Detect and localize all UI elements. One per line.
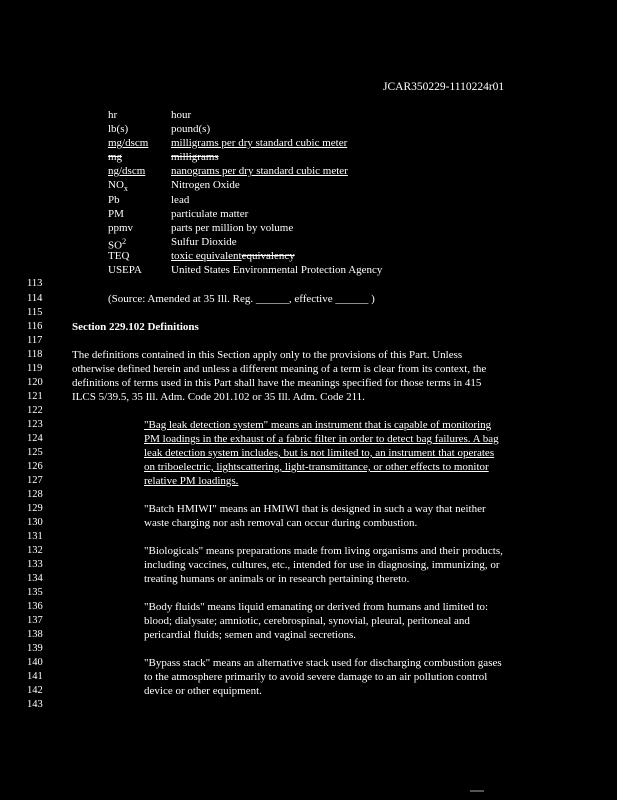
line-number: 121 xyxy=(27,391,43,402)
source-note: (Source: Amended at 35 Ill. Reg. ______, effective ______ ) xyxy=(108,293,375,305)
definition-line: on triboelectric, lightscattering, light-transmittance, or other effects to monitor xyxy=(144,461,489,473)
line-number: 120 xyxy=(27,377,43,388)
definition-line: device or other equipment. xyxy=(144,685,262,697)
abbr-pm: PM xyxy=(108,208,124,220)
abbr-lbs: lb(s) xyxy=(108,123,129,135)
abbr-hr: hr xyxy=(108,109,118,121)
meaning-lbs: pound(s) xyxy=(171,123,211,135)
meaning-teq-inserted: toxic equivalent xyxy=(171,250,242,262)
meaning-ppmv: parts per million by volume xyxy=(171,222,294,234)
meaning-so2: Sulfur Dioxide xyxy=(171,236,237,248)
line-number: 139 xyxy=(27,643,43,654)
line-number: 116 xyxy=(27,321,43,332)
line-number: 133 xyxy=(27,559,43,570)
line-number: 143 xyxy=(27,699,43,710)
meaning-pb: lead xyxy=(171,194,190,206)
paragraph-line: definitions of terms used in this Part shall have the meanings specified for those terms in 415 xyxy=(72,377,482,389)
line-number: 135 xyxy=(27,587,43,598)
meaning-teq-deleted: equivalency xyxy=(241,250,295,262)
line-number: 118 xyxy=(27,349,43,360)
line-number: 114 xyxy=(27,293,43,304)
meaning-nox: Nitrogen Oxide xyxy=(171,179,240,191)
abbr-mg: mg xyxy=(108,151,123,163)
paragraph-line: otherwise defined herein and unless a different meaning of a term is clear from its context, the xyxy=(72,363,487,375)
line-number: 119 xyxy=(27,363,43,374)
line-number: 113 xyxy=(27,278,43,289)
definition-line: waste charging nor ash removal can occur during combustion. xyxy=(144,517,418,529)
abbr-so2: $SO^2$ xyxy=(108,237,127,252)
abbr-ppmv: ppmv xyxy=(108,222,134,234)
meaning-mg-dscm: milligrams per dry standard cubic meter xyxy=(171,137,348,149)
definition-line: "Body fluids" means liquid emanating or derived from humans and limited to: xyxy=(144,601,489,613)
line-number: 125 xyxy=(27,447,43,458)
line-number: 141 xyxy=(27,671,43,682)
meaning-usepa: United States Environmental Protection Agency xyxy=(171,264,383,276)
line-number: 134 xyxy=(27,573,43,584)
meaning-teq xyxy=(171,249,295,263)
definition-line: PM loadings in the exhaust of a fabric filter in order to detect bag failures. A bag xyxy=(144,433,499,445)
line-number: 126 xyxy=(27,461,43,472)
definition-line: leak detection system includes, but is not limited to, an instrument that operates xyxy=(144,447,495,459)
definition-line: "Bypass stack" means an alternative stack used for discharging combustion gases xyxy=(144,657,502,669)
abbr-nox: $NO_x$ xyxy=(108,179,128,194)
abbr-ng-dscm: ng/dscm xyxy=(108,165,146,177)
definition-line: treating humans or animals or in research pertaining thereto. xyxy=(144,573,410,585)
line-number: 128 xyxy=(27,489,43,500)
line-number: 122 xyxy=(27,405,43,416)
meaning-mg: milligrams xyxy=(171,151,219,163)
line-number: 123 xyxy=(27,419,43,430)
definition-line: pericardial fluids; semen and vaginal secretions. xyxy=(144,629,356,641)
definition-line: including vaccines, cultures, etc., intended for use in diagnosing, immunizing, or xyxy=(144,559,500,571)
definition-line: "Batch HMIWI" means an HMIWI that is designed in such a way that neither xyxy=(144,503,486,515)
line-number: 136 xyxy=(27,601,43,612)
definition-line: "Biologicals" means preparations made from living organisms and their products, xyxy=(144,545,503,557)
meaning-hr: hour xyxy=(171,109,192,121)
document-id: JCAR350229-1110224r01 xyxy=(383,81,505,93)
line-number: 124 xyxy=(27,433,43,444)
paragraph-line: ILCS 5/39.5, 35 Ill. Adm. Code 201.102 or 35 Ill. Adm. Code 211. xyxy=(72,391,365,403)
section-heading: Section 229.102 Definitions xyxy=(72,321,199,333)
line-number: 138 xyxy=(27,629,43,640)
line-number: 127 xyxy=(27,475,43,486)
line-number: 115 xyxy=(27,307,43,318)
abbr-mg-dscm: mg/dscm xyxy=(108,137,149,149)
line-number: 140 xyxy=(27,657,43,668)
line-number: 142 xyxy=(27,685,43,696)
line-number: 117 xyxy=(27,335,43,346)
abbr-usepa: USEPA xyxy=(108,264,142,276)
line-number: 130 xyxy=(27,517,43,528)
definition-line: to the atmosphere primarily to avoid severe damage to an air pollution control xyxy=(144,671,488,683)
definition-line: relative PM loadings. xyxy=(144,475,239,487)
meaning-ng-dscm: nanograms per dry standard cubic meter xyxy=(171,165,348,177)
meaning-pm: particulate matter xyxy=(171,208,249,220)
abbr-pb: Pb xyxy=(108,194,120,206)
abbr-teq: TEQ xyxy=(108,250,130,262)
line-number: 137 xyxy=(27,615,43,626)
definition-line: blood; dialysate; amniotic, cerebrospinal, synovial, pleural, peritoneal and xyxy=(144,615,470,627)
scan-artifact xyxy=(470,790,484,792)
line-number: 129 xyxy=(27,503,43,514)
definition-line: "Bag leak detection system" means an instrument that is capable of monitoring xyxy=(144,419,492,431)
paragraph-line: The definitions contained in this Section apply only to the provisions of this Part. Unless xyxy=(72,349,463,361)
line-number: 132 xyxy=(27,545,43,556)
line-number: 131 xyxy=(27,531,43,542)
